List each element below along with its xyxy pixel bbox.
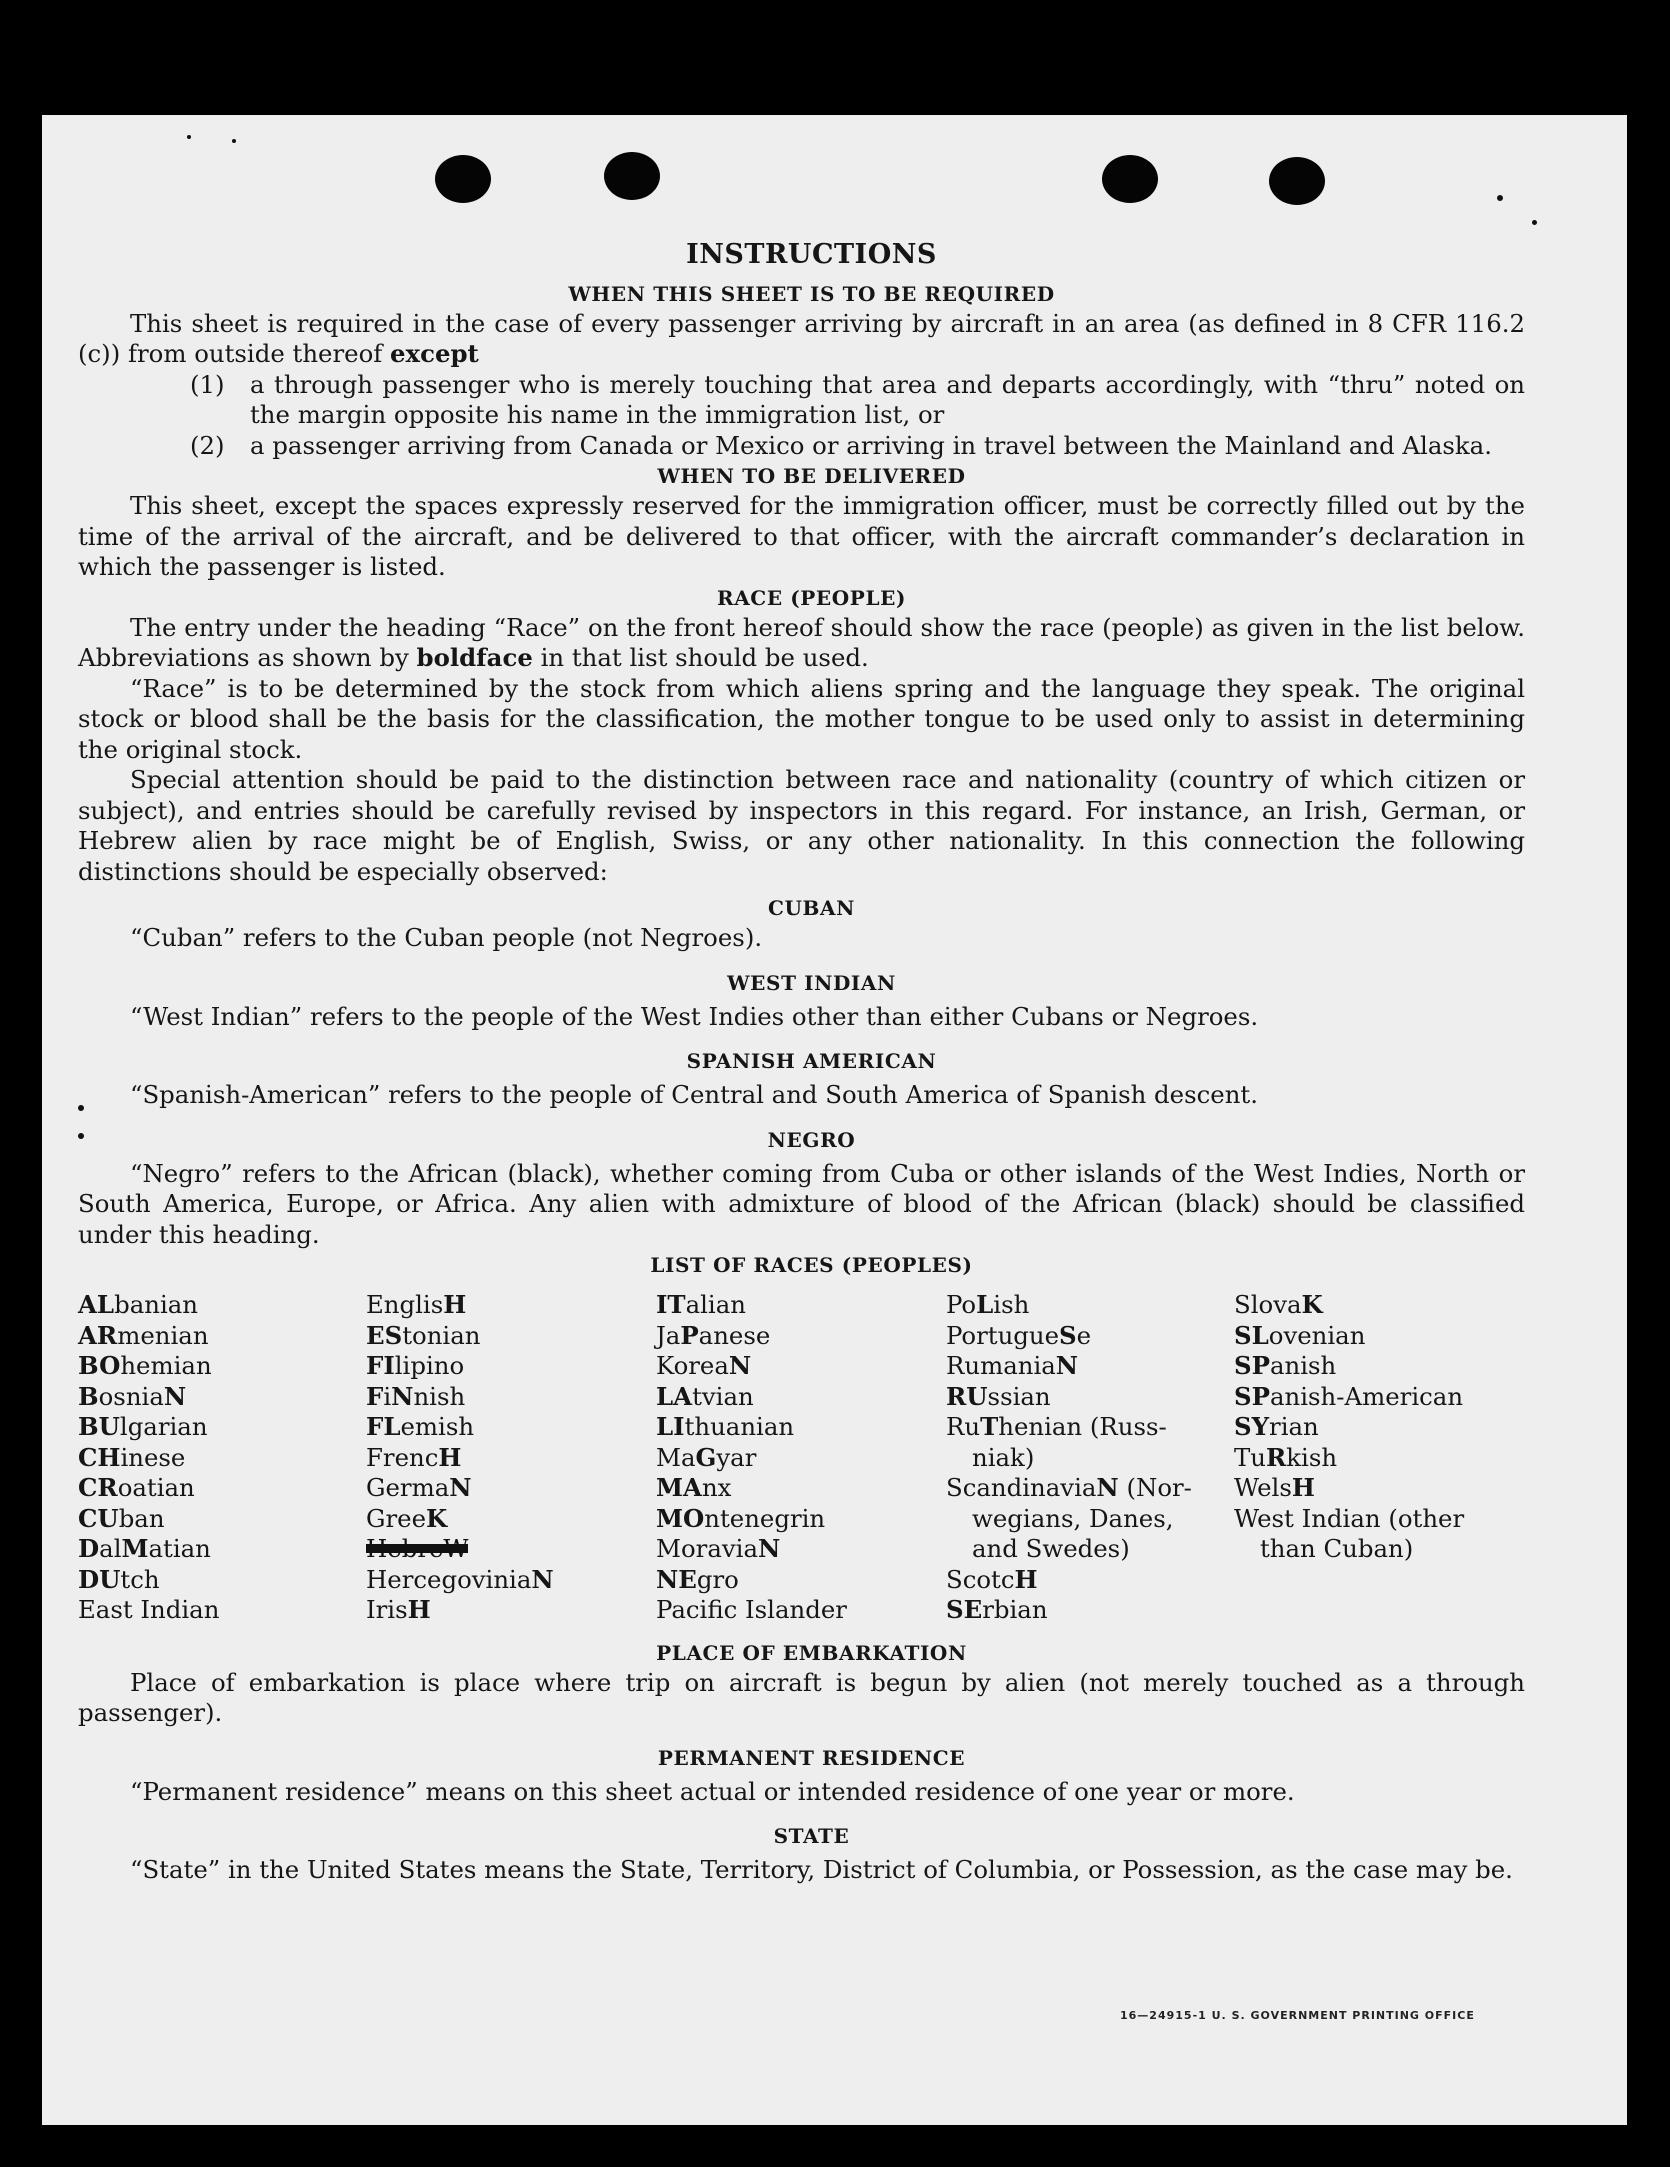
race-abbrev: B xyxy=(78,1381,99,1411)
race-p1-before: The entry under the heading “Race” on the front hereof should show the race (people) as given in the list below. Abbreviations as shown by xyxy=(78,612,1525,672)
race-text: Korea xyxy=(656,1351,729,1380)
race-entry xyxy=(78,1565,366,1596)
race-abbrev: DU xyxy=(78,1564,121,1594)
race-text: tch xyxy=(120,1564,160,1594)
race-text: anese xyxy=(698,1320,771,1350)
race-abbrev: SP xyxy=(1234,1381,1270,1411)
race-entry xyxy=(946,1290,1234,1321)
races-column xyxy=(656,1290,946,1626)
when-required-text xyxy=(78,309,1525,370)
spanish-american-text: “Spanish-American” refers to the people of Central and South America of Spanish descent. xyxy=(130,1080,1258,1109)
race-text: atian xyxy=(148,1534,211,1563)
race-entry xyxy=(656,1351,946,1382)
race-abbrev: N xyxy=(757,1534,781,1563)
race-paragraph-3: Special attention should be paid to the distinction between race and nationality (country of which citizen or subject), and entries should be carefully revised by inspectors in this regard. For instance, an Irish, German, or Hebrew alien by race might be of English, Swiss, or any other nationality. In this connection the following distinctions should be especially observed: xyxy=(78,765,1525,886)
race-abbrev: G xyxy=(695,1442,717,1472)
permanent-residence-text: “Permanent residence” means on this sheet actual or intended residence of one year or more. xyxy=(130,1776,1295,1806)
race-entry xyxy=(946,1504,1234,1535)
race-abbrev: N xyxy=(531,1564,554,1594)
punch-hole xyxy=(1269,157,1325,205)
race-entry xyxy=(1234,1412,1525,1443)
race-entry xyxy=(366,1351,656,1382)
race-text: Po xyxy=(946,1290,977,1319)
race-abbrev: NE xyxy=(656,1564,697,1594)
race-entry xyxy=(1234,1534,1525,1565)
race-text: hemian xyxy=(120,1351,212,1380)
race-entry xyxy=(1234,1321,1525,1352)
race-p1-after: in that list should be used. xyxy=(532,643,869,672)
race-text: yar xyxy=(716,1442,757,1472)
race-abbrev: N xyxy=(1055,1351,1079,1380)
race-text: HebreW xyxy=(366,1534,469,1563)
race-text: ban xyxy=(118,1503,165,1533)
race-text: al xyxy=(99,1534,122,1563)
instructions-content xyxy=(78,240,1525,1886)
section-heading-list-of-races: LIST OF RACES (PEOPLES) xyxy=(650,1253,973,1277)
race-text: Ma xyxy=(656,1442,696,1472)
race-abbrev: MO xyxy=(656,1503,705,1533)
punch-hole xyxy=(1102,155,1158,203)
race-text: Gree xyxy=(366,1503,427,1533)
race-abbrev: FL xyxy=(366,1412,401,1441)
race-text: i xyxy=(383,1381,392,1411)
section-heading-negro: NEGRO xyxy=(767,1127,856,1152)
race-abbrev: CH xyxy=(78,1442,121,1472)
race-entry xyxy=(78,1351,366,1382)
item-text: a passenger arriving from Canada or Mexico or arriving in travel between the Mainland and Alaska. xyxy=(250,430,1492,460)
race-entry xyxy=(946,1473,1234,1504)
section-heading-when-delivered: WHEN TO BE DELIVERED xyxy=(657,464,966,488)
race-entry xyxy=(656,1504,946,1535)
race-abbrev: T xyxy=(980,1412,999,1441)
race-entry xyxy=(1234,1351,1525,1382)
race-text: Iris xyxy=(366,1595,408,1624)
race-abbrev: N xyxy=(391,1381,414,1411)
race-text: ntenegrin xyxy=(704,1503,826,1533)
race-abbrev: SL xyxy=(1234,1320,1269,1350)
race-abbrev: P xyxy=(680,1320,699,1350)
race-text: inese xyxy=(120,1442,186,1472)
race-entry xyxy=(366,1443,656,1474)
item-number: (1) xyxy=(190,369,225,399)
race-abbrev: BO xyxy=(78,1351,121,1380)
race-text: Slova xyxy=(1234,1290,1302,1319)
race-abbrev: M xyxy=(121,1534,149,1563)
race-entry xyxy=(656,1290,946,1321)
race-paragraph-2: “Race” is to be determined by the stock from which aliens spring and the language they speak. The original stock or blood shall be the basis for the classification, the mother tongue to be used only to assist in determining the original stock. xyxy=(78,673,1525,764)
race-text: Scandinavia xyxy=(946,1473,1097,1502)
race-abbrev: K xyxy=(1301,1290,1323,1319)
races-column xyxy=(366,1290,656,1626)
when-delivered-text: This sheet, except the spaces expressly reserved for the immigration officer, must be correctly filled out by the time of the arrival of the aircraft, and be delivered to that officer, with the aircraft commander’s declaration in which the passenger is listed. xyxy=(78,491,1525,581)
punch-hole xyxy=(604,152,660,200)
race-entry xyxy=(78,1504,366,1535)
races-column xyxy=(1234,1290,1525,1626)
race-abbrev: S xyxy=(1059,1320,1077,1350)
race-entry xyxy=(946,1351,1234,1382)
race-entry xyxy=(78,1443,366,1474)
boldface-word: boldface xyxy=(416,643,533,672)
race-text: Englis xyxy=(366,1290,444,1319)
race-entry xyxy=(366,1382,656,1413)
section-heading-when-required: WHEN THIS SHEET IS TO BE REQUIRED xyxy=(568,281,1055,306)
race-text: alian xyxy=(685,1290,746,1319)
race-abbrev: RU xyxy=(946,1381,988,1411)
race-text: Scotc xyxy=(946,1564,1015,1594)
race-text: ovenian xyxy=(1268,1320,1366,1350)
race-abbrev: H xyxy=(438,1442,462,1472)
race-abbrev: SP xyxy=(1234,1351,1270,1380)
race-text: Hercegovinia xyxy=(366,1564,532,1594)
races-list xyxy=(78,1290,1525,1626)
race-entry xyxy=(366,1412,656,1443)
section-heading-place-of-embarkation: PLACE OF EMBARKATION xyxy=(656,1640,967,1665)
except-bold: except xyxy=(390,339,479,368)
race-entry xyxy=(1234,1443,1525,1474)
race-entry xyxy=(656,1565,946,1596)
race-entry xyxy=(78,1412,366,1443)
race-abbrev: H xyxy=(1291,1473,1315,1502)
race-entry xyxy=(366,1565,656,1596)
race-entry xyxy=(366,1504,656,1535)
race-abbrev: F xyxy=(366,1381,384,1411)
race-text: tvian xyxy=(692,1381,754,1411)
list-item xyxy=(78,370,1525,431)
race-abbrev: BU xyxy=(78,1412,120,1441)
race-entry xyxy=(78,1290,366,1321)
race-text: Ru xyxy=(946,1412,981,1441)
race-abbrev: ES xyxy=(366,1320,403,1350)
negro-text: “Negro” refers to the African (black), whether coming from Cuba or other islands of the West Indies, North or South America, Europe, or Africa. Any alien with admixture of blood of the African (black) should be classified under this heading. xyxy=(78,1158,1525,1249)
race-text: anish xyxy=(1269,1351,1337,1380)
race-entry xyxy=(366,1290,656,1321)
race-entry xyxy=(946,1443,1234,1474)
race-paragraph-1 xyxy=(78,613,1525,674)
race-entry xyxy=(946,1321,1234,1352)
race-abbrev: N xyxy=(449,1473,472,1502)
race-text: ssian xyxy=(987,1381,1051,1411)
speck xyxy=(1497,195,1503,201)
race-entry xyxy=(656,1473,946,1504)
race-entry xyxy=(946,1565,1234,1596)
race-text: nish xyxy=(413,1381,466,1411)
race-text: and Swedes) xyxy=(972,1534,1130,1563)
race-text: lipino xyxy=(394,1351,465,1380)
race-text: than Cuban) xyxy=(1260,1534,1414,1563)
race-abbrev: IT xyxy=(656,1290,686,1319)
race-text: anish-American xyxy=(1269,1381,1464,1411)
printing-office-footer: 16—24915-1 U. S. GOVERNMENT PRINTING OFFICE xyxy=(1120,2009,1475,2022)
race-abbrev: K xyxy=(426,1503,448,1533)
race-text: Pacific Islander xyxy=(656,1595,847,1624)
race-entry xyxy=(1234,1382,1525,1413)
state-text: “State” in the United States means the State, Territory, District of Columbia, or Possession, as the case may be. xyxy=(130,1855,1513,1884)
race-text: menian xyxy=(117,1320,209,1350)
race-text: ish xyxy=(993,1290,1030,1319)
race-text: East Indian xyxy=(78,1595,220,1624)
section-heading-west-indian: WEST INDIAN xyxy=(727,970,896,995)
race-entry xyxy=(656,1443,946,1474)
race-abbrev: CR xyxy=(78,1473,118,1502)
race-text: rbian xyxy=(982,1595,1048,1624)
race-text: Ja xyxy=(656,1320,681,1350)
race-abbrev: CU xyxy=(78,1503,119,1533)
race-entry xyxy=(656,1382,946,1413)
list-item xyxy=(78,431,1525,462)
race-text: Germa xyxy=(366,1473,450,1502)
race-abbrev: L xyxy=(976,1290,994,1319)
race-text: e xyxy=(1076,1320,1092,1350)
race-text: Wels xyxy=(1234,1473,1292,1502)
race-abbrev: N xyxy=(728,1351,752,1380)
race-text: kish xyxy=(1286,1442,1338,1472)
race-abbrev: SY xyxy=(1234,1412,1270,1441)
race-text: wegians, Danes, xyxy=(972,1503,1174,1533)
race-abbrev: H xyxy=(1014,1564,1038,1594)
race-text: osnia xyxy=(98,1381,164,1411)
race-text: thuanian xyxy=(684,1412,795,1441)
page-title: INSTRUCTIONS xyxy=(686,239,937,270)
race-entry xyxy=(78,1321,366,1352)
section-heading-cuban: CUBAN xyxy=(767,896,856,920)
race-text: Tu xyxy=(1234,1442,1266,1472)
race-entry xyxy=(78,1534,366,1565)
item-number: (2) xyxy=(190,430,225,460)
race-abbrev: MA xyxy=(656,1473,702,1502)
race-entry xyxy=(366,1595,656,1626)
west-indian-text: “West Indian” refers to the people of the West Indies other than either Cubans or Negroes. xyxy=(130,1001,1259,1031)
race-entry xyxy=(656,1412,946,1443)
race-entry xyxy=(366,1534,656,1565)
race-text: tonian xyxy=(402,1320,481,1350)
when-required-intro: This sheet is required in the case of every passenger arriving by aircraft in an area (as defined in 8 CFR 116.2 (c)) from outside thereof xyxy=(78,308,1525,368)
race-entry xyxy=(1234,1290,1525,1321)
race-text: rian xyxy=(1269,1412,1319,1441)
race-text: Rumania xyxy=(946,1351,1056,1380)
race-text: lgarian xyxy=(119,1412,208,1441)
races-column xyxy=(946,1290,1234,1626)
race-entry xyxy=(946,1595,1234,1626)
race-text: niak) xyxy=(972,1442,1035,1472)
race-entry xyxy=(1234,1504,1525,1535)
race-text: Portugue xyxy=(946,1320,1060,1350)
race-abbrev: LA xyxy=(656,1381,693,1411)
race-text: Frenc xyxy=(366,1442,439,1472)
race-entry xyxy=(656,1595,946,1626)
race-entry xyxy=(656,1534,946,1565)
race-entry xyxy=(946,1412,1234,1443)
race-entry xyxy=(946,1382,1234,1413)
race-entry xyxy=(946,1534,1234,1565)
item-text: a through passenger who is merely touching that area and departs accordingly, with “thru” noted on the margin opposite his name in the immigration list, or xyxy=(250,369,1525,429)
race-abbrev: H xyxy=(407,1595,431,1624)
race-entry xyxy=(366,1321,656,1352)
race-abbrev: AL xyxy=(78,1290,115,1319)
race-entry xyxy=(78,1473,366,1504)
section-heading-permanent-residence: PERMANENT RESIDENCE xyxy=(657,1745,966,1770)
race-entry xyxy=(366,1473,656,1504)
race-text: (Nor- xyxy=(1118,1473,1192,1502)
race-entry xyxy=(78,1595,366,1626)
cuban-text: “Cuban” refers to the Cuban people (not Negroes). xyxy=(130,923,763,952)
section-heading-state: STATE xyxy=(773,1824,850,1848)
speck xyxy=(232,139,236,143)
race-text: emish xyxy=(400,1412,475,1441)
place-of-embarkation-text: Place of embarkation is place where trip on aircraft is begun by alien (not merely touched as a through passenger). xyxy=(78,1667,1525,1727)
race-entry xyxy=(1234,1473,1525,1504)
race-abbrev: R xyxy=(1265,1442,1287,1472)
race-text: nx xyxy=(701,1473,732,1502)
race-text: gro xyxy=(696,1564,739,1594)
document-sheet xyxy=(42,115,1627,2125)
race-abbrev: LI xyxy=(656,1412,685,1441)
race-abbrev: SE xyxy=(946,1595,983,1624)
race-abbrev: N xyxy=(163,1381,187,1411)
speck xyxy=(187,135,191,139)
section-heading-spanish-american: SPANISH AMERICAN xyxy=(686,1049,937,1073)
race-text: oatian xyxy=(117,1473,195,1502)
race-abbrev: FI xyxy=(366,1351,395,1380)
race-abbrev: AR xyxy=(78,1320,118,1350)
race-abbrev: H xyxy=(443,1290,467,1319)
race-abbrev: N xyxy=(1096,1473,1119,1502)
race-entry xyxy=(656,1321,946,1352)
race-entry xyxy=(78,1382,366,1413)
race-abbrev: D xyxy=(78,1534,100,1563)
race-text: henian (Russ- xyxy=(998,1412,1167,1441)
section-heading-race: RACE (PEOPLE) xyxy=(716,585,907,610)
race-text: banian xyxy=(114,1290,198,1319)
speck xyxy=(1532,220,1537,225)
race-text: Moravia xyxy=(656,1534,758,1563)
races-column xyxy=(78,1290,366,1626)
race-text: West Indian (other xyxy=(1234,1503,1465,1533)
punch-hole xyxy=(435,155,491,203)
